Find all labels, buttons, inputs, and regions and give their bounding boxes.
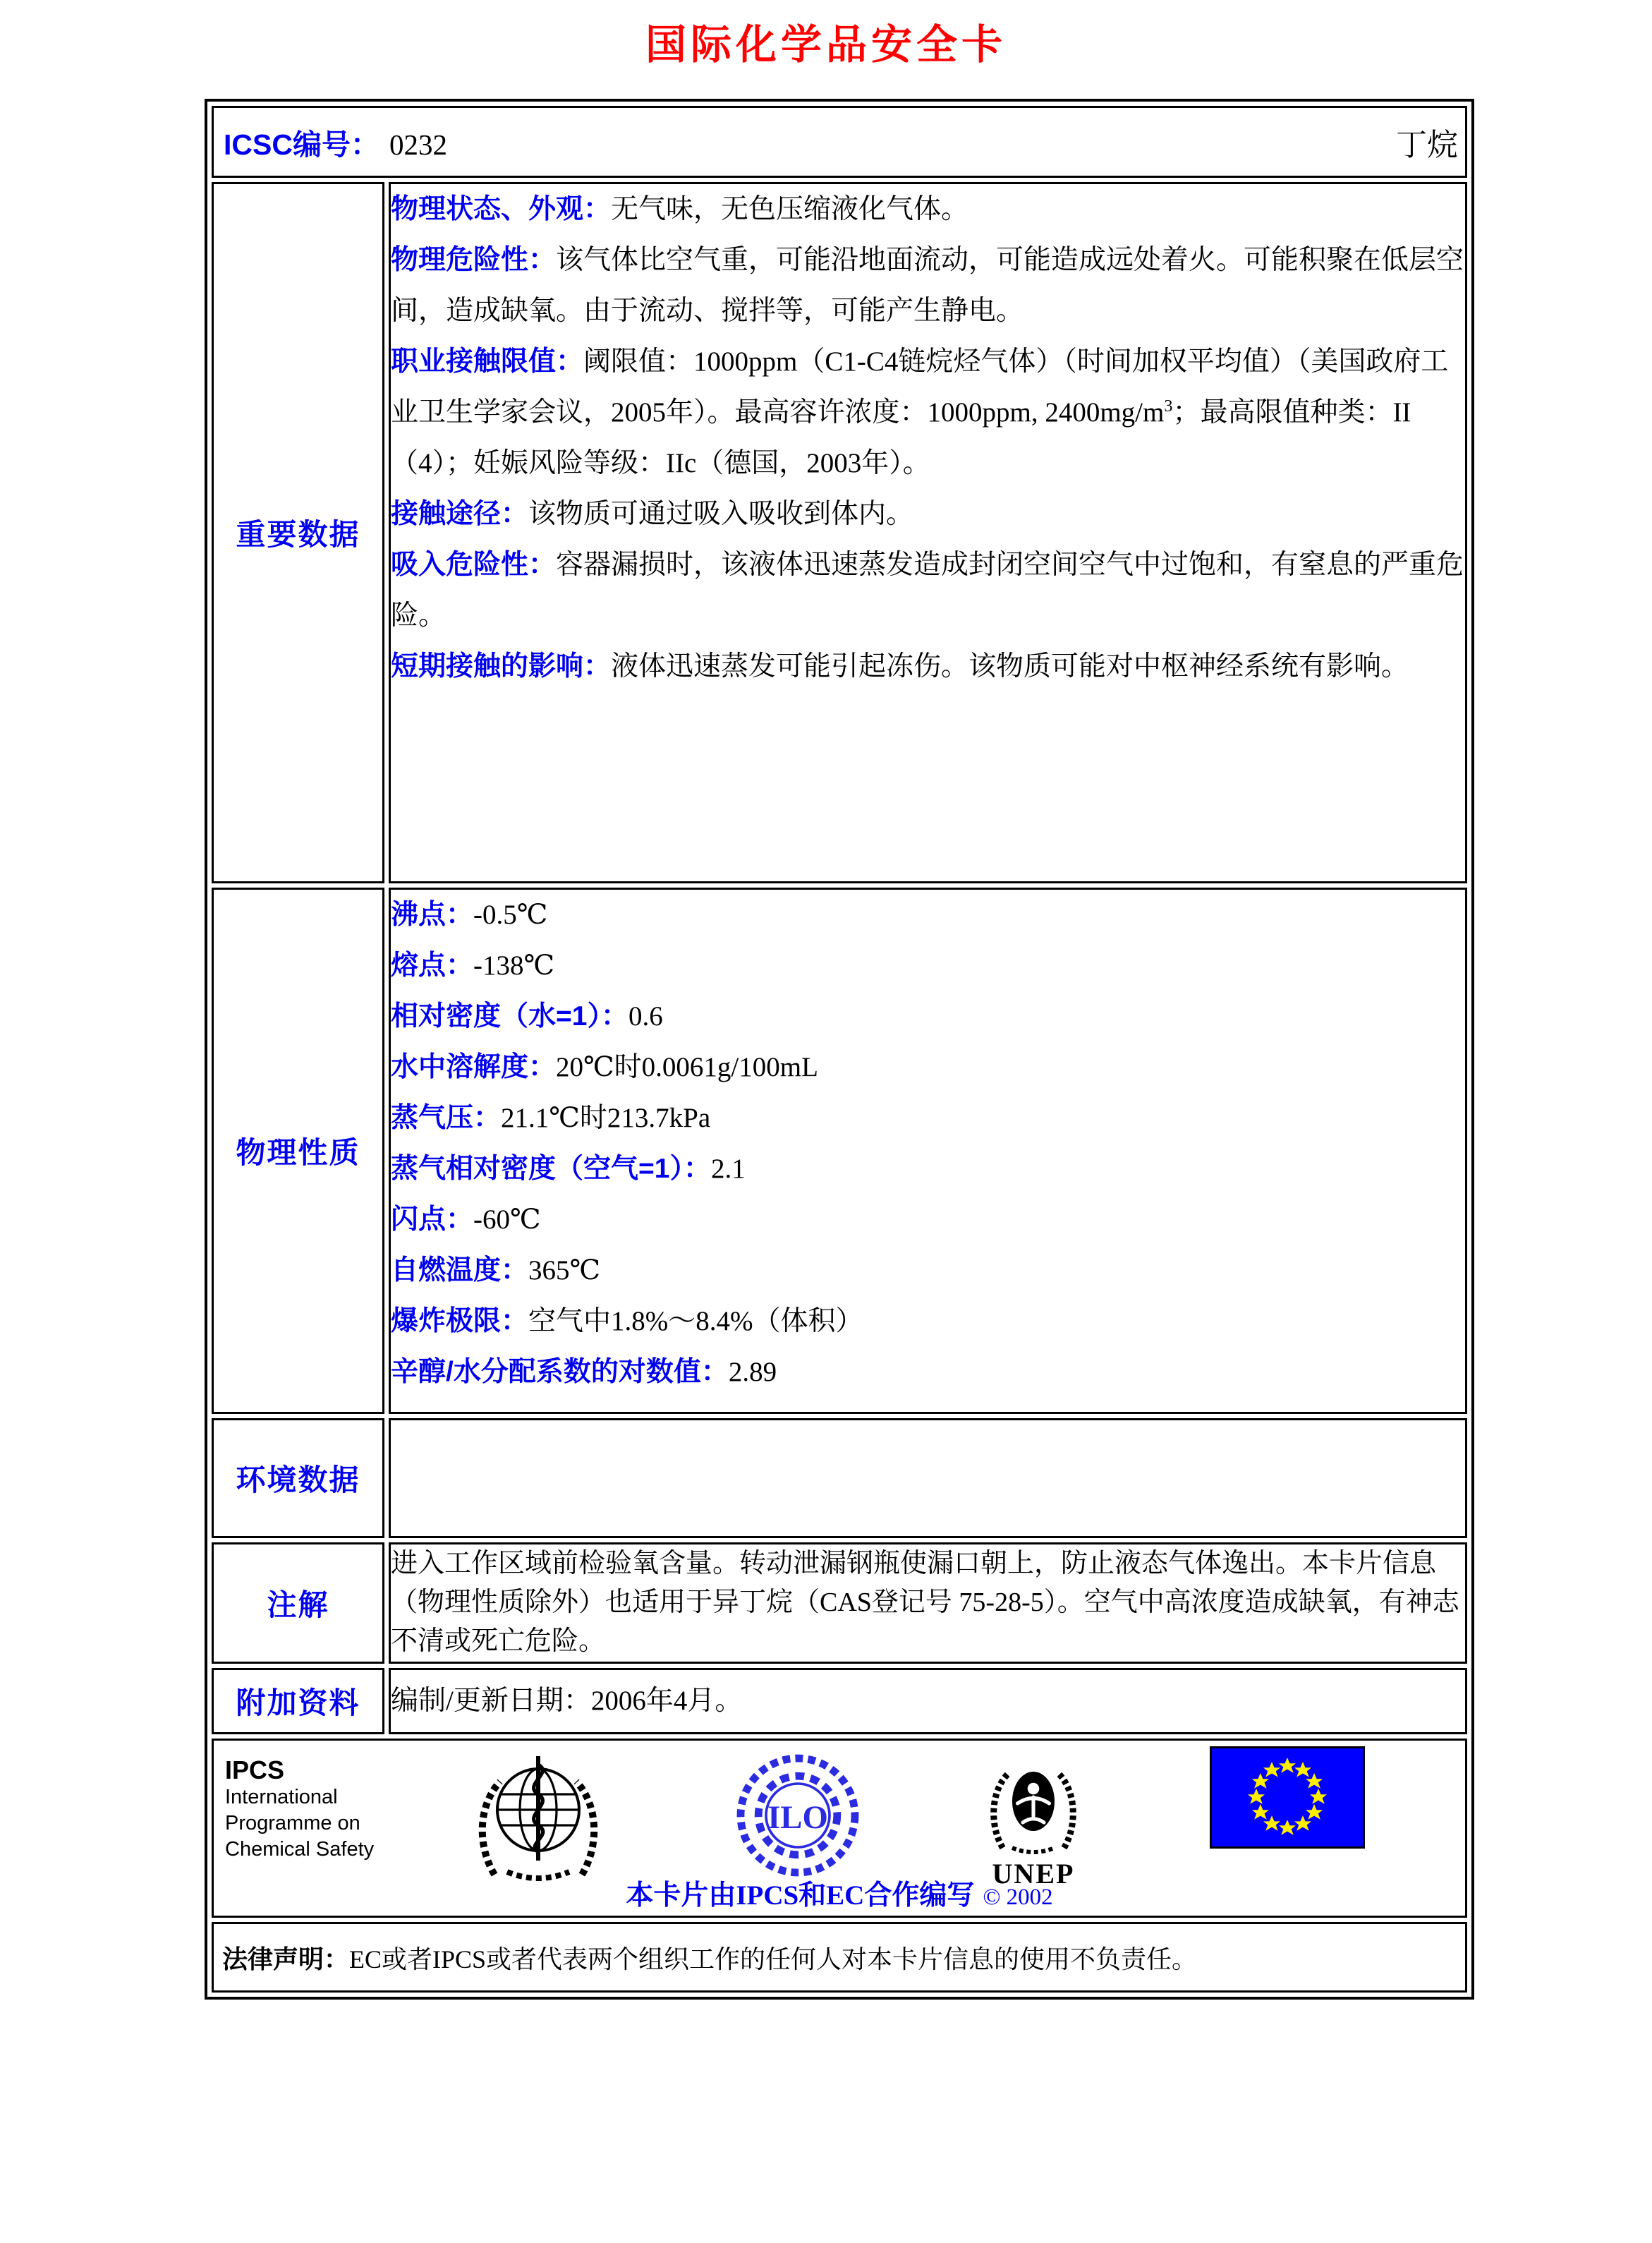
icsc-number-label: ICSC编号： (224, 128, 379, 161)
unep-logo-block (963, 1751, 1104, 1888)
unep-logo-label: UNEP (992, 1858, 1075, 1890)
paragraph: 水中溶解度：20℃时0.0061g/100mL (391, 1052, 818, 1082)
paragraph: 爆炸极限：空气中1.8%～8.4%（体积） (391, 1306, 863, 1336)
section-label-important-data: 重要数据 (212, 182, 384, 883)
paragraph: 接触途径：该物质可通过吸入吸收到体内。 (391, 499, 914, 529)
icsc-number-group (224, 121, 447, 163)
ipcs-heading: IPCS (225, 1755, 285, 1784)
page-title: 国际化学品安全卡 (645, 22, 1007, 68)
footer-copyright: © 2002 (983, 1885, 1053, 1910)
section-content-physical-properties (389, 888, 1467, 1414)
paragraph: 物理危险性：该气体比空气重，可能沿地面流动，可能造成远处着火。可能积聚在低层空间，造成缺氧。由于流动、搅拌等，可能产生静电。 (391, 245, 1464, 326)
ipcs-text-block (225, 1756, 374, 1863)
unep-logo-icon (980, 1751, 1086, 1856)
ipcs-subtitle-line-2: Programme on (225, 1812, 360, 1834)
paragraph: 进入工作区域前检验氧含量。转动泄漏钢瓶使漏口朝上，防止液态气体逸出。本卡片信息（物理性质除外）也适用于异丁烷（CAS登记号 75-28-5）。空气中高浓度造成缺氧，有神志不清或死亡危险。 (391, 1549, 1459, 1656)
paragraph: 短期接触的影响：液体迅速蒸发可能引起冻伤。该物质可能对中枢神经系统有影响。 (391, 651, 1409, 682)
paragraph: 物理状态、外观：无气味，无色压缩液化气体。 (391, 194, 969, 224)
legal-label: 法律声明： (222, 1944, 350, 1973)
ilo-logo-icon (734, 1752, 861, 1879)
section-label-additional-info: 附加资料 (212, 1668, 384, 1734)
section-label-physical-properties: 物理性质 (212, 888, 384, 1414)
ipcs-subtitle-line-1: International (225, 1786, 338, 1808)
paragraph: 辛醇/水分配系数的对数值：2.89 (391, 1357, 777, 1387)
section-label-notes: 注解 (212, 1542, 384, 1664)
legal-row (212, 1922, 1467, 1993)
who-logo-icon (468, 1748, 609, 1889)
paragraph: 相对密度（水=1）：0.6 (391, 1001, 663, 1032)
paragraph: 吸入危险性：容器漏损时，该液体迅速蒸发造成封闭空间空气中过饱和，有窒息的严重危险。 (391, 550, 1464, 631)
chemical-name: 丁烷 (1396, 128, 1458, 162)
footer-caption (214, 1873, 1465, 1913)
section-content-important-data (389, 182, 1467, 883)
section-row-important-data (212, 182, 1467, 883)
icsc-number-value: 0232 (389, 128, 447, 161)
paragraph: 编制/更新日期：2006年4月。 (391, 1686, 743, 1716)
section-row-physical-properties (212, 888, 1467, 1414)
footer-caption-text: 本卡片由IPCS和EC合作编写 (626, 1880, 975, 1911)
ipcs-subtitle-line-3: Chemical Safety (225, 1838, 375, 1861)
paragraph: 蒸气相对密度（空气=1）：2.1 (391, 1154, 746, 1184)
section-content-notes (389, 1542, 1467, 1664)
section-row-environmental-data (212, 1418, 1467, 1538)
section-content-environmental-data (389, 1418, 1467, 1538)
paragraph: 职业接触限值：阈限值：1000ppm（C1-C4链烷烃气体）（时间加权平均值）（美国政府工业卫生学家会议，2005年）。最高容许浓度：1000ppm, $2400mg/m^3$；最高限值种类：II（4）；妊娠风险等级：IIc（德国，2003年）。 (391, 346, 1449, 478)
legal-text: EC或者IPCS或者代表两个组织工作的任何人对本卡片信息的使用不负责任。 (349, 1945, 1198, 1973)
ilo-logo-text: ILO (767, 1799, 828, 1836)
paragraph: 熔点：-138℃ (391, 950, 555, 981)
paragraph: 蒸气压：21.1℃时213.7kPa (391, 1103, 711, 1133)
section-label-environmental-data: 环境数据 (212, 1418, 384, 1538)
icsc-card-table (205, 99, 1474, 2000)
paragraph: 闪点：-60℃ (391, 1204, 541, 1235)
section-content-additional-info (389, 1668, 1467, 1734)
eu-flag-icon (1210, 1746, 1365, 1849)
section-row-additional-info (212, 1668, 1467, 1734)
section-row-notes (212, 1542, 1467, 1664)
paragraph: 自燃温度：365℃ (391, 1255, 601, 1286)
header-row (212, 106, 1467, 178)
paragraph: 沸点：-0.5℃ (391, 900, 548, 930)
footer-row (212, 1739, 1467, 1918)
